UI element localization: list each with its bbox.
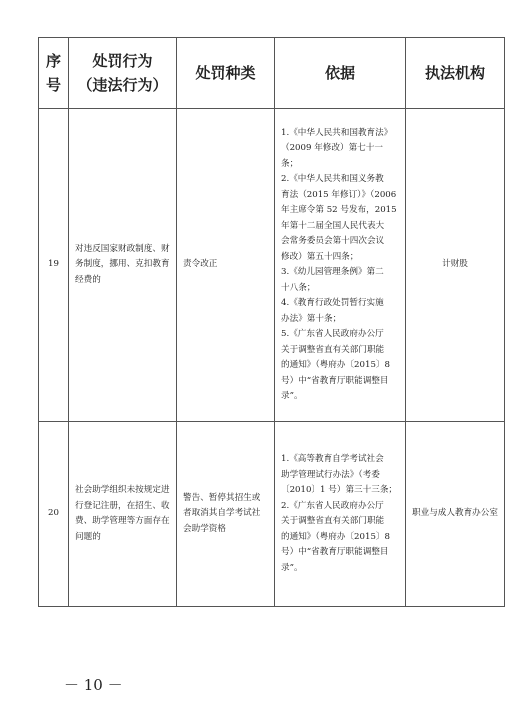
- header-legal-basis: [275, 38, 406, 109]
- basis-line: 十八条；: [281, 282, 316, 293]
- basis-line: 关于调整省直有关部门职能: [281, 344, 385, 355]
- row-legal-basis: [275, 109, 406, 422]
- basis-line: 1.《高等教育自学考试社会: [281, 454, 384, 464]
- table-header-row: [39, 38, 505, 109]
- header-penalty-behavior: [69, 38, 177, 109]
- row-penalty-behavior: 对违反国家财政制度、财务制度，挪用、克扣教育经费的: [69, 109, 177, 422]
- page-number: － 10 －: [64, 676, 123, 694]
- header-enforcement-agency-label: 执法机构: [424, 64, 485, 82]
- header-legal-basis-label: 依据: [324, 64, 355, 82]
- header-penalty-behavior-label: 处罚行为 （违法行为）: [77, 52, 168, 94]
- basis-line: 的通知》（粤府办〔2015〕8: [281, 531, 390, 542]
- basis-line: 1.《中华人民共和国教育法》: [281, 127, 393, 138]
- table-row: [39, 109, 505, 422]
- penalty-table: [38, 37, 505, 607]
- basis-line: 会常务委员会第十四次会议: [281, 236, 385, 246]
- row-legal-basis: [275, 422, 406, 607]
- row-serial-number: 20: [39, 422, 69, 607]
- basis-line: 3.《幼儿园管理条例》第二: [281, 267, 384, 277]
- header-serial-number: [39, 38, 69, 109]
- basis-line: 录”。: [281, 562, 303, 573]
- basis-line: 关于调整省直有关部门职能: [281, 516, 385, 526]
- header-penalty-type: [177, 38, 275, 109]
- basis-line: 录”。: [281, 391, 303, 401]
- basis-line: 号）中“省教育厅职能调整目: [281, 547, 389, 557]
- row-serial-number: 19: [39, 109, 69, 422]
- basis-line: 5.《广东省人民政府办公厅: [281, 329, 384, 339]
- header-penalty-type-label: 处罚种类: [195, 64, 256, 82]
- basis-line: （2009 年修改）第七十一条；: [281, 143, 383, 169]
- basis-line: 的通知》（粤府办〔2015〕8: [281, 360, 390, 370]
- row-penalty-type: 责令改正: [177, 109, 275, 422]
- basis-line: 2.《中华人民共和国义务教: [281, 174, 384, 184]
- row-enforcement-agency: 职业与成人教育办公室: [406, 422, 505, 607]
- header-serial-number-label: 序号: [45, 52, 61, 94]
- basis-line: 〔2010〕1 号）第三十三条；: [281, 485, 398, 495]
- basis-line: 修改）第五十四条；: [281, 251, 359, 262]
- basis-line: 育法（2015 年修订）》（2006: [281, 189, 397, 200]
- basis-line: 号）中“省教育厅职能调整目: [281, 375, 389, 386]
- basis-line: 年主席令第 52 号发布，2015: [281, 205, 397, 215]
- basis-line: 年第十二届全国人民代表大: [281, 220, 385, 231]
- row-penalty-type: 警告、暂停其招生或者取消其自学考试社会助学资格: [177, 422, 275, 607]
- header-enforcement-agency: [406, 38, 505, 109]
- basis-line: 助学管理试行办法》（考委: [281, 469, 380, 480]
- basis-line: 4.《教育行政处罚暂行实施: [281, 298, 384, 308]
- row-penalty-behavior: 社会助学组织未按规定进行登记注册，在招生、收费、助学管理等方面存在问题的: [69, 422, 177, 607]
- table-row: [39, 422, 505, 607]
- row-enforcement-agency: 计财股: [406, 109, 505, 422]
- basis-line: 2.《广东省人民政府办公厅: [281, 500, 384, 511]
- basis-line: 办法》第十条；: [281, 313, 342, 324]
